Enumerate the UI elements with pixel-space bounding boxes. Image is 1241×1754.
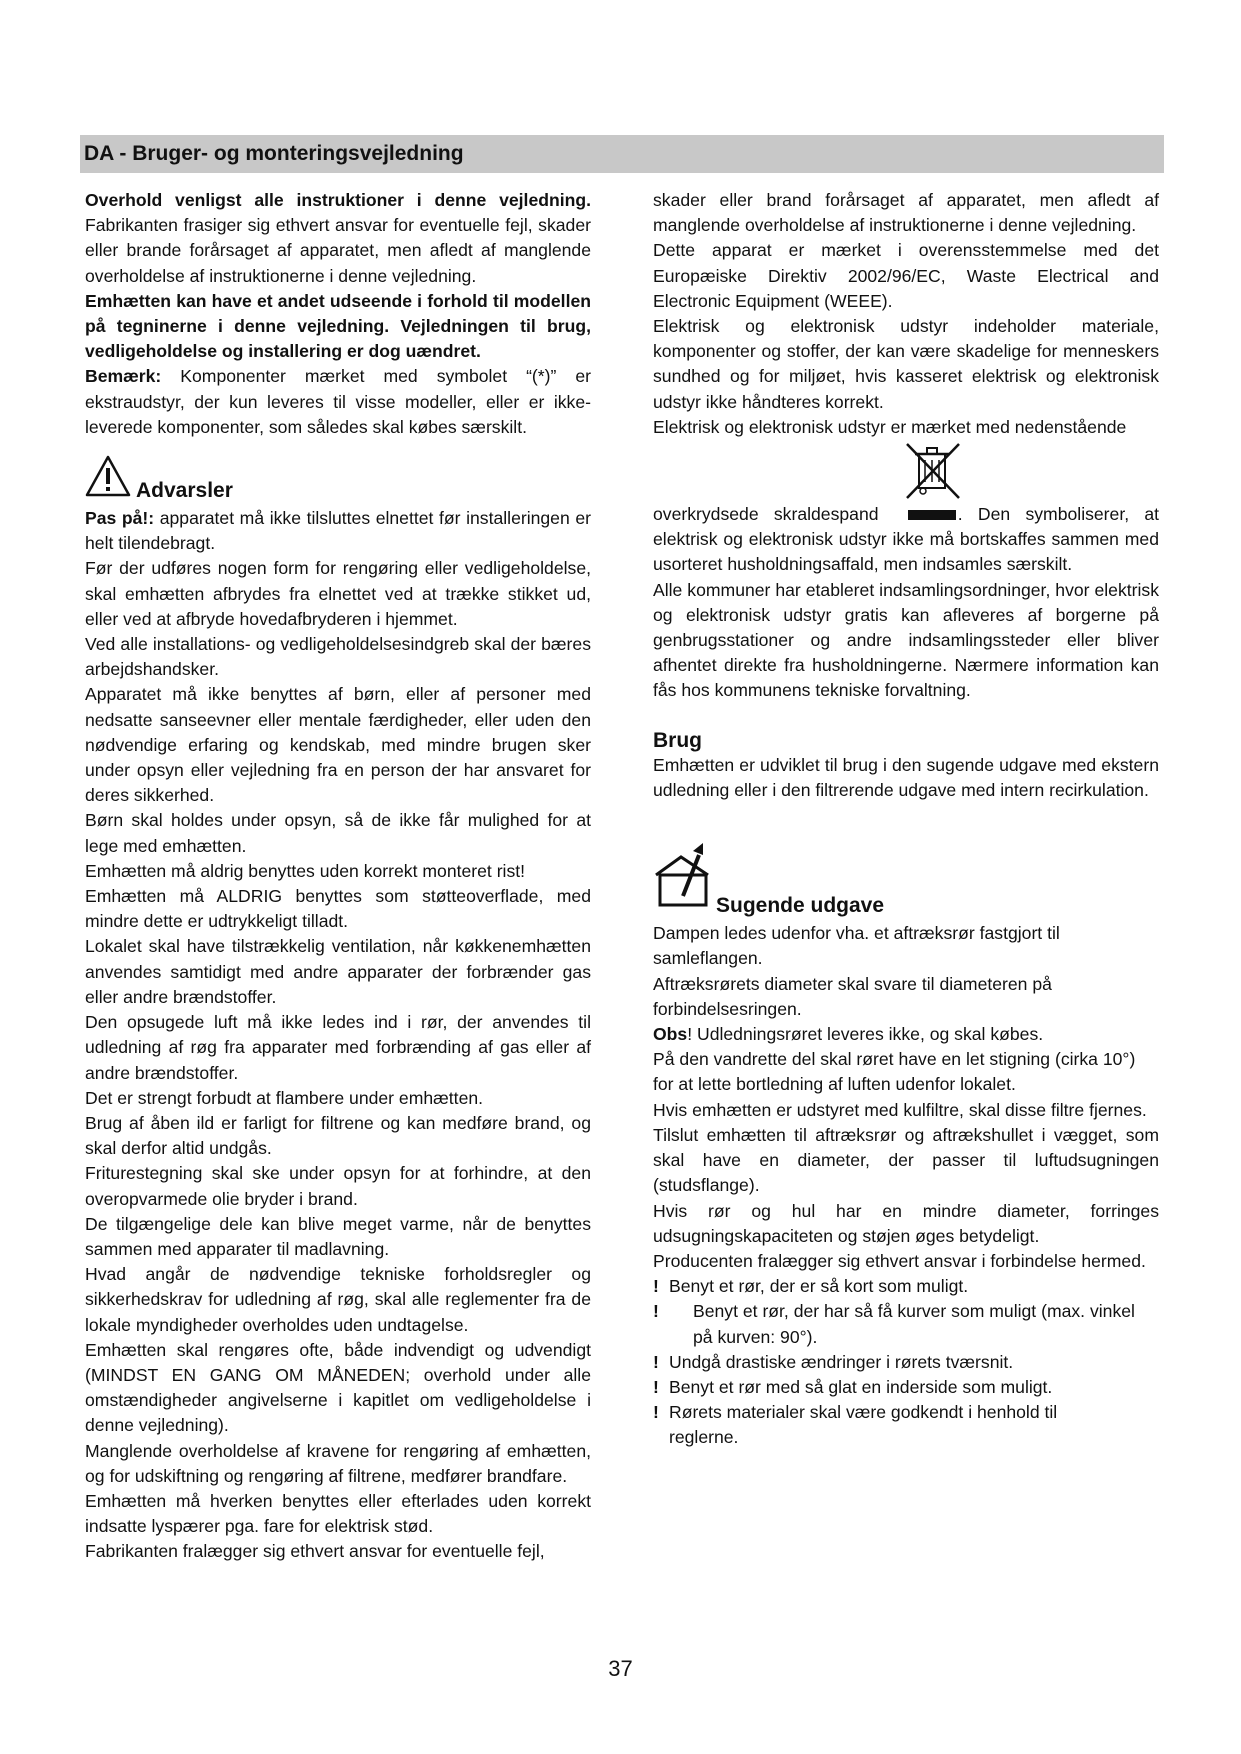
sugende-paragraph: Tilslut emhætten til aftræksrør og aftrækshullet i vægget, som skal have en diameter, der passer til luftudsugningen (studsflange).	[653, 1124, 1159, 1196]
sugende-paragraph: Producenten fralægger sig ethvert ansvar i forbindelse hermed.	[653, 1250, 1146, 1271]
warning-paragraph: Børn skal holdes under opsyn, så de ikke får mulighed for at lege med emhætten.	[85, 810, 591, 856]
warning-paragraph: Emhætten må hverken benyttes eller efterlades uden korrekt indsatte lyspærer pga. fare for elektrisk stød.	[85, 1490, 591, 1537]
appearance-note: Emhætten kan have et andet udseende i forhold til modellen på tegninerne i denne vejledning. Vejledningen til brug, vedligeholdelse og installering er dog uændret.	[85, 290, 591, 362]
bullet-item	[653, 1350, 1159, 1375]
warning-paragraph: Fabrikanten fralægger sig ethvert ansvar for eventuelle fejl,	[85, 1541, 545, 1562]
bullet-mark: !	[653, 1276, 659, 1297]
intro-bold: Overhold venligst alle instruktioner i denne vejledning.	[85, 190, 591, 210]
sugende-paragraph: Hvis rør og hul har en mindre diameter, forringes udsugningskapaciteten og støjen øges betydeligt.	[653, 1200, 1159, 1246]
warning-paragraph: Det er strengt forbudt at flambere under emhætten.	[85, 1087, 484, 1108]
caution-label: Pas på!:	[85, 508, 155, 529]
weee-symbol-row	[653, 440, 1159, 512]
warning-paragraph: Emhætten skal rengøres ofte, både indvendigt og udvendigt (MINDST EN GANG OM MÅNEDEN; overhold under alle omstændigheder angivelserne i kapitlet om vedligeholdelse i denne vejledning).	[85, 1339, 591, 1436]
warnings-title: Advarsler	[136, 479, 233, 503]
warning-paragraph: Ved alle installations- og vedligeholdelsesindgreb skal der bæres arbejdshandsker.	[85, 634, 591, 680]
brug-text: Emhætten er udviklet til brug i den sugende udgave med ekstern udledning eller i den filtrerende udgave med intern recirkulation.	[653, 754, 1159, 801]
warning-paragraph: Manglende overholdelse af kravene for rengøring af emhætten, og for udskiftning og rengøring af filtrene, medfører brandfare.	[85, 1440, 591, 1486]
note-text: Komponenter mærket med symbolet “(*)” er ekstraudstyr, der kun leveres til visse modeller, eller er ikke-leverede komponenter, som således skal købes særskilt.	[85, 366, 591, 437]
collection-paragraph: Alle kommuner har etableret indsamlingsordninger, hvor elektrisk og elektronisk udstyr gratis kan afleveres af borgerne på genbrugsstationer og andre indsamlingssteder eller bliver afhentet direkte fra husholdningerne. Nærmere information kan fås hos kommunens tekniske forvaltning.	[653, 579, 1159, 701]
bullet-item	[653, 1299, 1159, 1349]
sugende-paragraph: Hvis emhætten er udstyret med kulfiltre, skal disse filtre fjernes.	[653, 1099, 1147, 1120]
warning-paragraph: Emhætten må ALDRIG benyttes som støtteoverflade, med mindre dette er udtrykkeligt tilladt.	[85, 886, 591, 932]
sugende-heading	[653, 841, 1159, 921]
hazard-paragraph: Elektrisk og elektronisk udstyr indeholder materiale, komponenter og stoffer, der kan være skadelige for menneskers sundhed og for miljøet, hvis kasseret elektrisk og elektronisk udstyr ikke håndteres korrekt.	[653, 316, 1159, 412]
bullet-text: Benyt et rør med så glat en inderside som muligt.	[669, 1376, 1053, 1397]
bullet-text: Rørets materialer skal være godkendt i henhold til reglerne.	[669, 1402, 1058, 1448]
warning-paragraph: Lokalet skal have tilstrækkelig ventilation, når køkkenemhætten anvendes samtidigt med andre apparater der forbrænder gas eller andre brændstoffer.	[85, 936, 591, 1007]
intro-paragraph	[85, 188, 591, 289]
sugende-paragraph: På den vandrette del skal røret have en let stigning (cirka 10°) for at lette bortledning af luften udenfor lokalet.	[653, 1049, 1136, 1095]
warnings-heading	[85, 454, 591, 506]
warning-triangle-icon	[85, 454, 131, 498]
intro-text: Fabrikanten frasiger sig ethvert ansvar for eventuelle fejl, skader eller brande forårsaget af apparatet, men afledt af manglende overholdelse af instruktionerne i denne vejledning.	[85, 215, 591, 286]
bullet-item	[653, 1400, 1159, 1450]
warning-paragraph: Friturestegning skal ske under opsyn for at forhindre, at den overopvarmede olie bryder i brand.	[85, 1163, 591, 1209]
warning-paragraph: Før der udføres nogen form for rengøring eller vedligeholdelse, skal emhætten afbrydes fra elnettet ved at trække stikket ud, eller ved at afbryde hovedafbryderen i hjemmet.	[85, 558, 591, 629]
bullet-mark: !	[653, 1376, 659, 1397]
bullet-item	[653, 1375, 1159, 1400]
bullet-text: Benyt et rør, der har så få kurver som muligt (max. vinkel på kurven: 90°).	[693, 1301, 1135, 1347]
crossed-bin-icon	[903, 442, 963, 504]
bullet-item	[653, 1274, 1159, 1299]
bullet-text: Benyt et rør, der er så kort som muligt.	[669, 1276, 969, 1297]
liability-paragraph: skader eller brand forårsaget af apparatet, men afledt af manglende overholdelse af instruktionerne i denne vejledning.	[653, 190, 1159, 236]
warning-paragraph: De tilgængelige dele kan blive meget varme, når de benyttes sammen med apparater til madlavning.	[85, 1213, 591, 1259]
bullet-mark: !	[653, 1351, 659, 1372]
ducted-house-icon	[653, 841, 717, 909]
brug-title: Brug	[653, 728, 702, 752]
sugende-title: Sugende udgave	[716, 894, 885, 918]
note-paragraph	[85, 364, 591, 440]
warning-paragraph: Den opsugede luft må ikke ledes ind i rør, der anvendes til udledning af røg fra apparater med forbrænding af gas eller af andre brændstoffer.	[85, 1012, 591, 1083]
marking-paragraph: Elektrisk og elektronisk udstyr er mærket med nedenstående	[653, 416, 1127, 437]
sugende-paragraph: Dampen ledes udenfor vha. et aftræksrør fastgjort til samleflangen.	[653, 923, 1060, 969]
note-label: Bemærk:	[85, 366, 162, 387]
obs-text: ! Udledningsrøret leveres ikke, og skal købes.	[687, 1024, 1044, 1045]
caution-text: apparatet må ikke tilsluttes elnettet før installeringen er helt tilendebragt.	[85, 508, 591, 554]
right-column	[653, 188, 1159, 1451]
bullet-text: Undgå drastiske ændringer i rørets tværsnit.	[669, 1351, 1014, 1372]
page-title: DA - Bruger- og monteringsvejledning	[84, 142, 464, 165]
page-number: 37	[608, 1656, 633, 1681]
sugende-paragraph: Aftræksrørets diameter skal svare til diameteren på forbindelsesringen.	[653, 973, 1052, 1019]
obs-label: Obs	[653, 1024, 688, 1045]
bin-paragraph	[653, 502, 1159, 578]
obs-paragraph	[653, 1022, 1159, 1047]
bullet-mark: !	[653, 1402, 659, 1423]
warning-paragraph: Apparatet må ikke benyttes af børn, eller af personer med nedsatte sanseevner eller mentale færdigheder, eller uden den nødvendige erfaring og kendskab, med mindre brugen sker under opsyn eller vejledning fra en person der har ansvaret for deres sikkerhed.	[85, 684, 591, 806]
warning-paragraph: Brug af åben ild er farligt for filtrene og kan medføre brand, og skal derfor altid undgås.	[85, 1112, 591, 1159]
weee-directive-paragraph: Dette apparat er mærket i overensstemmelse med det Europæiske Direktiv 2002/96/EC, Waste Electrical and Electronic Equipment (WEEE).	[653, 240, 1159, 311]
left-column	[85, 188, 591, 1565]
caution-paragraph	[85, 506, 591, 556]
warning-paragraph: Emhætten må aldrig benyttes uden korrekt monteret rist!	[85, 860, 526, 881]
bin-text-start: overkrydsede skraldespand	[653, 504, 879, 525]
bullet-mark: !	[653, 1301, 659, 1322]
warning-paragraph: Hvad angår de nødvendige tekniske forholdsregler og sikkerhedskrav for udledning af røg, skal alle reglementer fra de lokale myndigheder overholdes uden undtagelse.	[85, 1264, 591, 1335]
bin-text-end: . Den symboliserer, at elektrisk og elektronisk udstyr ikke må bortskaffes sammen med usorteret husholdningsaffald, men indsamles særskilt.	[653, 504, 1160, 575]
header-bar	[80, 135, 1164, 173]
